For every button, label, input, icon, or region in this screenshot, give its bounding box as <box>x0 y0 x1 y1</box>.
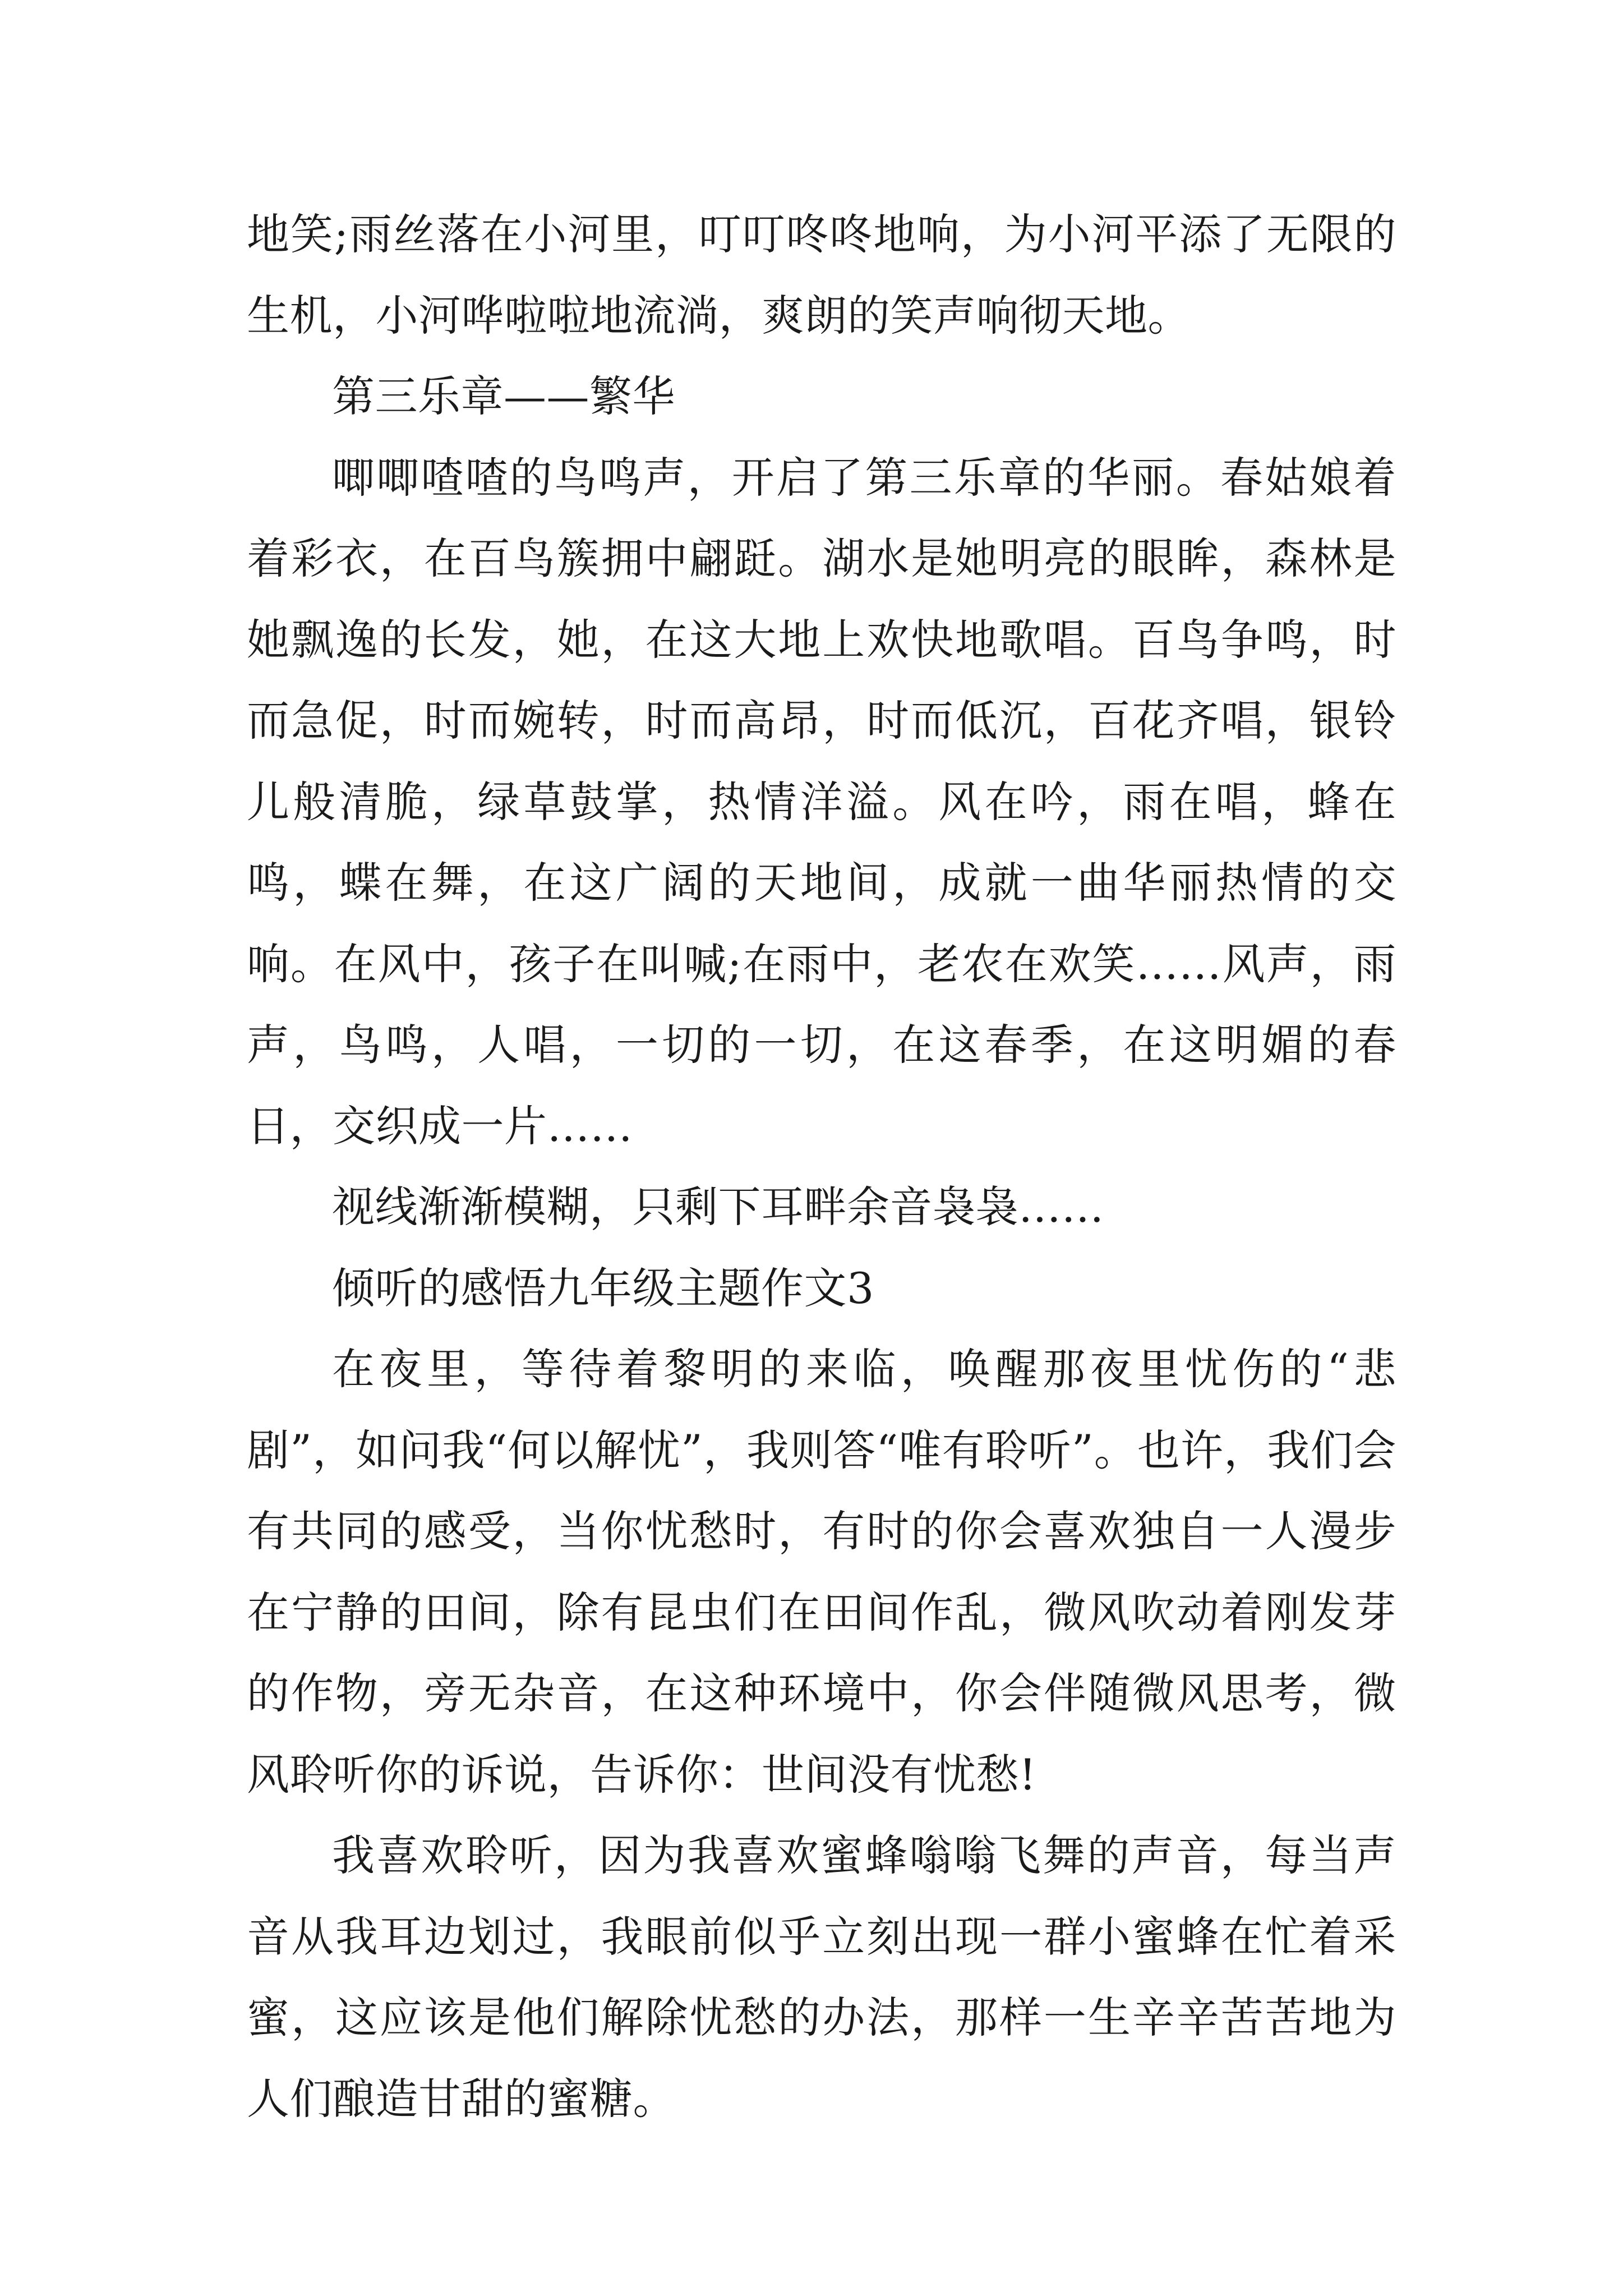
document-body <box>247 194 1396 2139</box>
section-heading-third-movement: 第三乐章——繁华 <box>332 371 675 421</box>
paragraph-birdsong: 唧唧喳喳的鸟鸣声，开启了第三乐章的华丽。春姑娘着着彩衣，在百鸟簇拥中翩跹。湖水是她明亮的眼眸，森林是她飘逸的长发，她，在这大地上欢快地歌唱。百鸟争鸣，时而急促，时而婉转，时而高昂，时而低沉，百花齐唱，银铃儿般清脆，绿草鼓掌，热情洋溢。风在吟，雨在唱，蜂在鸣，蝶在舞，在这广阔的天地间，成就一曲华丽热情的交响。在风中，孩子在叫喊;在雨中，老农在欢笑……风声，雨声，鸟鸣，人唱，一切的一切，在这春季，在这明媚的春日，交织成一片…… <box>247 452 1396 1151</box>
paragraph-night-listening: 在夜里，等待着黎明的来临，唤醒那夜里忧伤的“悲剧”，如问我“何以解忧”，我则答“唯有聆听”。也许，我们会有共同的感受，当你忧愁时，有时的你会喜欢独自一人漫步在宁静的田间，除有昆虫们在田间作乱，微风吹动着刚发芽的作物，旁无杂音，在这种环境中，你会伴随微风思考，微风聆听你的诉说，告诉你：世间没有忧愁! <box>247 1344 1396 1800</box>
paragraph-continuation: 地笑;雨丝落在小河里，叮叮咚咚地响，为小河平添了无限的生机，小河哗啦啦地流淌，爽朗的笑声响彻天地。 <box>247 209 1396 341</box>
paragraph-fading-sight: 视线渐渐模糊，只剩下耳畔余音袅袅…… <box>332 1182 1104 1232</box>
essay-title-3: 倾听的感悟九年级主题作文3 <box>332 1263 874 1313</box>
paragraph-bees: 我喜欢聆听，因为我喜欢蜜蜂嗡嗡飞舞的声音，每当声音从我耳边划过，我眼前似乎立刻出现一群小蜜蜂在忙着采蜜，这应该是他们解除忧愁的办法，那样一生辛辛苦苦地为人们酿造甘甜的蜜糖。 <box>247 1830 1396 2124</box>
